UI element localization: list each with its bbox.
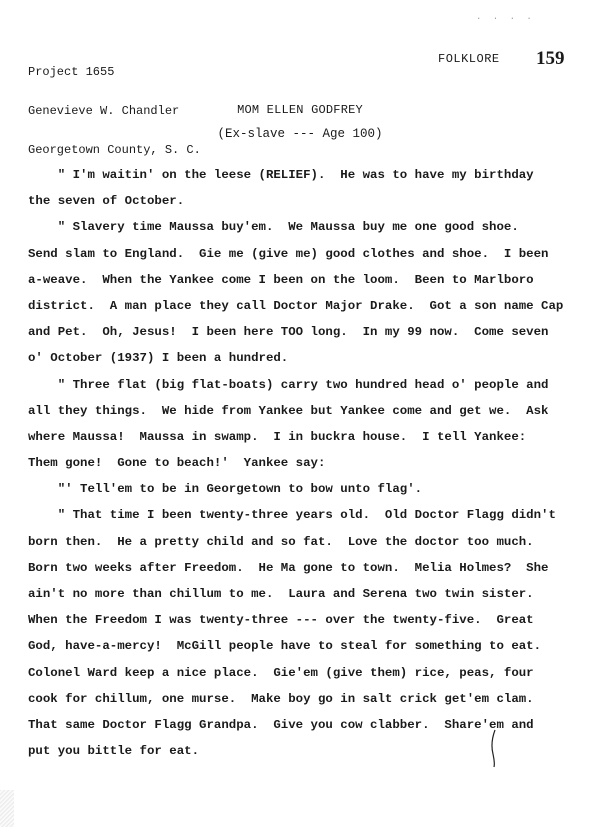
text-line: When the Freedom I was twenty-three --- over the twenty-five. Great <box>28 613 534 628</box>
text-line: God, have-a-mercy! McGill people have to steal for something to eat. <box>28 639 542 654</box>
text-line: "' Tell'em to be in Georgetown to bow unto flag'. <box>28 482 423 497</box>
text-line: That same Doctor Flagg Grandpa. Give you cow clabber. Share'em and <box>28 717 534 732</box>
text-line: where Maussa! Maussa in swamp. I in buckra house. I tell Yankee: <box>28 429 527 444</box>
location: Georgetown County, S. C. <box>28 143 201 157</box>
text-line: cook for chillum, one murse. Make boy go in salt crick get'em clam. <box>28 691 534 706</box>
text-line: and Pet. Oh, Jesus! I been here TOO long. In my 99 now. Come seven <box>28 325 549 340</box>
text-line: " Three flat (big flat-boats) carry two hundred head o' people and <box>28 377 549 392</box>
text-line: o' October (1937) I been a hundred. <box>28 351 289 366</box>
scan-edge-noise <box>0 790 14 827</box>
text-line: district. A man place they call Doctor Major Drake. Got a son name Cap <box>28 298 564 313</box>
document-title: MOM ELLEN GODFREY <box>237 103 363 117</box>
text-line: Send slam to England. Gie me (give me) good clothes and shoe. I been <box>28 246 549 261</box>
text-line: put you bittle for eat. <box>28 744 200 759</box>
text-line: Colonel Ward keep a nice place. Gie'em (give them) rice, peas, four <box>28 665 534 680</box>
page-number: 159 <box>536 48 565 69</box>
text-line: " Slavery time Maussa buy'em. We Maussa buy me one good shoe. <box>28 220 519 235</box>
project-number: Project 1655 <box>28 65 115 79</box>
text-line: Born two weeks after Freedom. He Ma gone to town. Melia Holmes? She <box>28 560 549 575</box>
text-line: " I'm waitin' on the leese (RELIEF). He was to have my birthday <box>28 168 534 182</box>
document-subtitle: (Ex-slave --- Age 100) <box>217 127 383 141</box>
text-line: Them gone! Gone to beach!' Yankee say: <box>28 456 326 471</box>
text-line: ain't no more than chillum to me. Laura and Serena two twin sister. <box>28 587 534 601</box>
category-label: FOLKLORE <box>438 52 500 66</box>
text-line: born then. He a pretty child and so fat. Love the doctor too much. <box>28 534 534 549</box>
text-line: all they things. We hide from Yankee but Yankee come and get we. Ask <box>28 403 549 418</box>
author-name: Genevieve W. Chandler <box>28 104 180 118</box>
transcript-body <box>28 162 588 764</box>
text-line: " That time I been twenty-three years old. Old Doctor Flagg didn't <box>28 508 556 523</box>
scan-marks: · · · · <box>476 14 535 24</box>
text-line: a-weave. When the Yankee come I been on the loom. Been to Marlboro <box>28 272 534 287</box>
pen-mark <box>489 728 499 768</box>
text-line: the seven of October. <box>28 194 185 209</box>
